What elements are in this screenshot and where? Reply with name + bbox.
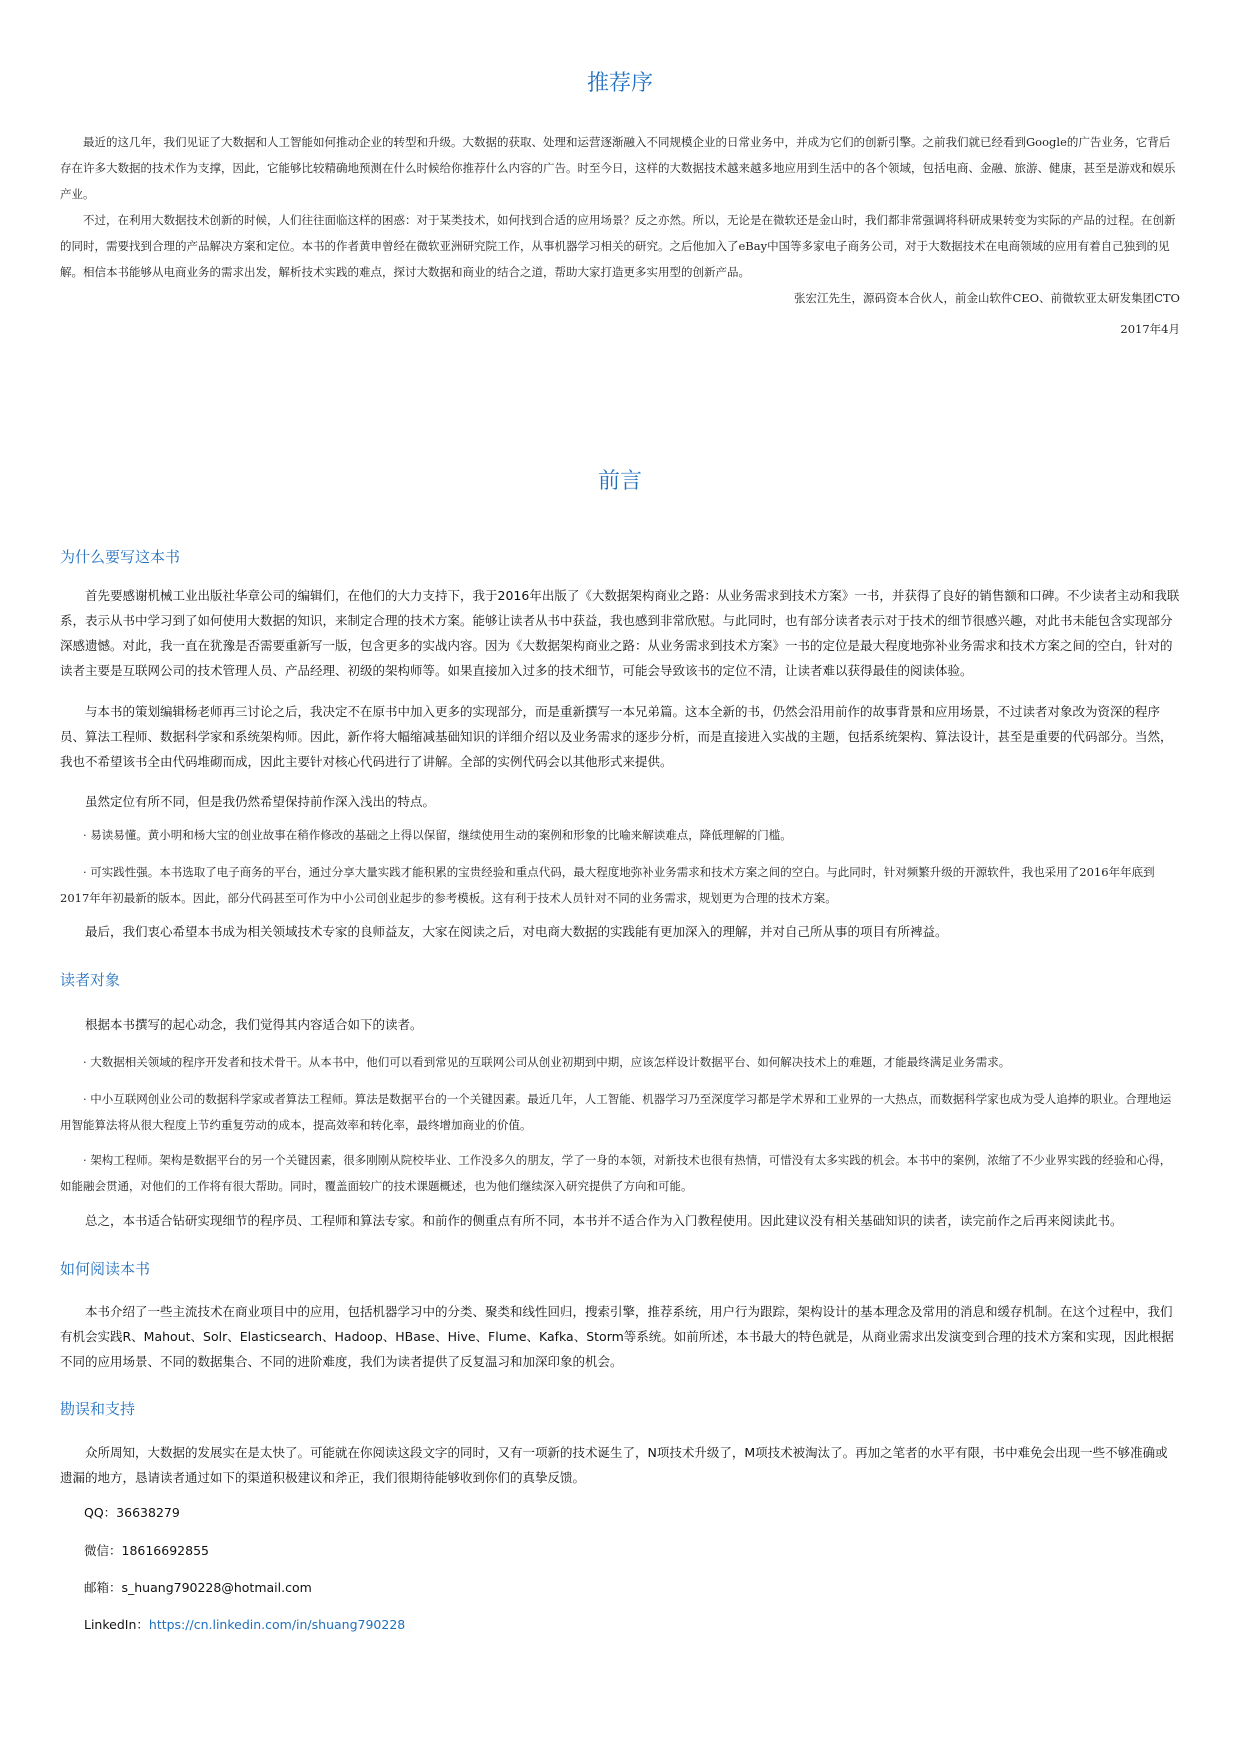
section-why-bullet-1: · 易读易懂。黄小明和杨大宝的创业故事在稍作修改的基础之上得以保留，继续使用生动的案例和形象的比喻来解读难点，降低理解的门槛。 [83, 828, 792, 842]
recommend-paragraph-1: 最近的这几年，我们见证了大数据和人工智能如何推动企业的转型和升级。大数据的获取、处理和运营逐渐融入不同规模企业的日常业务中，并成为它们的创新引擎。之前我们就已经看到Google的广告业务，它背后存在许多大数据的技术作为支撑，因此，它能够比较精确地预测在什么时候给你推荐什么内容的广告。时至今日，这样的大数据技术越来越多地应用到生活中的各个领域，包括电商、金融、旅游、健康，甚至是游戏和娱乐产业。 [60, 135, 1176, 201]
section-why-bullet-2: · 可实践性强。本书选取了电子商务的平台，通过分享大量实践才能积累的宝贵经验和重点代码，最大程度地弥补业务需求和技术方案之间的空白。与此同时，针对频繁升级的开源软件，我也采用了2016年年底到2017年年初最新的版本。因此，部分代码甚至可作为中小公司创业起步的参考模板。这有利于技术人员针对不同的业务需求，规划更为合理的技术方案。 [60, 865, 1155, 905]
section-readers-bullet-1: · 大数据相关领域的程序开发者和技术骨干。从本书中，他们可以看到常见的互联网公司从创业初期到中期，应该怎样设计数据平台、如何解决技术上的难题，才能最终满足业务需求。 [83, 1055, 1011, 1069]
section-readers-bullet-3: · 架构工程师。架构是数据平台的另一个关键因素，很多刚刚从院校毕业、工作没多久的朋友，学了一身的本领，对新技术也很有热情，可惜没有太多实践的机会。本书中的案例，浓缩了不少业界实践的经验和心得，如能融会贯通，对他们的工作将有很大帮助。同时，覆盖面较广的技术课题概述，也为他们继续深入研究提供了方向和可能。 [60, 1153, 1172, 1193]
linkedin-link[interactable]: https://cn.linkedin.com/in/shuang790228 [148, 1617, 406, 1632]
section-why-paragraph-1: 首先要感谢机械工业出版社华章公司的编辑们，在他们的大力支持下，我于2016年出版了《大数据架构商业之路：从业务需求到技术方案》一书，并获得了良好的销售额和口碑。不少读者主动和我联系，表示从书中学习到了如何使用大数据的知识，来制定合理的技术方案。能够让读者从书中获益，我也感到非常欣慰。与此同时，也有部分读者表示对于技术的细节很感兴趣，对此书未能包含实现部分深感遗憾。对此，我一直在犹豫是否需要重新写一版，包含更多的实战内容。因为《大数据架构商业之路：从业务需求到技术方案》一书的定位是最大程度地弥补业务需求和技术方案之间的空白，针对的读者主要是互联网公司的技术管理人员、产品经理、初级的架构师等。如果直接加入过多的技术细节，可能会导致该书的定位不清，让读者难以获得最佳的阅读体验。 [60, 588, 1180, 678]
section-why-paragraph-2: 与本书的策划编辑杨老师再三讨论之后，我决定不在原书中加入更多的实现部分，而是重新撰写一本兄弟篇。这本全新的书，仍然会沿用前作的故事背景和应用场景，不过读者对象改为资深的程序员、算法工程师、数据科学家和系统架构师。因此，新作将大幅缩减基础知识的详细介绍以及业务需求的逐步分析，而是直接进入实战的主题，包括系统架构、算法设计，甚至是重要的代码部分。当然，我也不希望该书全由代码堆砌而成，因此主要针对核心代码进行了讲解。全部的实例代码会以其他形式来提供。 [60, 704, 1173, 769]
section-readers-heading: 读者对象 [60, 971, 121, 989]
recommend-paragraph-2: 不过，在利用大数据技术创新的时候，人们往往面临这样的困惑：对于某类技术，如何找到合适的应用场景？反之亦然。所以，无论是在微软还是金山时，我们都非常强调将科研成果转变为实际的产品的过程。在创新的同时，需要找到合理的产品解决方案和定位。本书的作者黄申曾经在微软亚洲研究院工作，从事机器学习相关的研究。之后他加入了eBay中国等多家电子商务公司，对于大数据技术在电商领域的应用有着自己独到的见解。相信本书能够从电商业务的需求出发，解析技术实践的难点，探讨大数据和商业的结合之道，帮助大家打造更多实用型的创新产品。 [60, 213, 1176, 279]
section-why-heading: 为什么要写这本书 [60, 548, 181, 566]
section-why-paragraph-4: 最后，我们衷心希望本书成为相关领域技术专家的良师益友，大家在阅读之后，对电商大数据的实践能有更加深入的理解，并对自己所从事的项目有所裨益。 [85, 924, 948, 939]
recommend-date: 2017年4月 [1120, 322, 1180, 336]
section-howto-heading: 如何阅读本书 [60, 1260, 151, 1278]
preface-title: 前言 [597, 469, 642, 494]
section-errata-paragraph-1: 众所周知，大数据的发展实在是太快了。可能就在你阅读这段文字的同时，又有一项新的技术诞生了，N项技术升级了，M项技术被淘汰了。再加之笔者的水平有限，书中难免会出现一些不够准确或遗漏的地方，恳请读者通过如下的渠道积极建议和斧正，我们很期待能够收到你们的真挚反馈。 [60, 1445, 1168, 1485]
contact-linkedin [60, 1612, 1204, 1637]
contact-wechat: 微信：18616692855 [84, 1543, 209, 1558]
contact-qq: QQ：36638279 [84, 1505, 180, 1520]
section-readers-paragraph-1: 根据本书撰写的起心动念，我们觉得其内容适合如下的读者。 [85, 1017, 423, 1032]
section-readers-paragraph-2: 总之，本书适合钻研实现细节的程序员、工程师和算法专家。和前作的侧重点有所不同，本书并不适合作为入门教程使用。因此建议没有相关基础知识的读者，读完前作之后再来阅读此书。 [85, 1213, 1123, 1228]
section-why-paragraph-3: 虽然定位有所不同，但是我仍然希望保持前作深入浅出的特点。 [85, 794, 436, 809]
section-readers-bullet-2: · 中小互联网创业公司的数据科学家或者算法工程师。算法是数据平台的一个关键因素。最近几年，人工智能、机器学习乃至深度学习都是学术界和工业界的一大热点，而数据科学家也成为受人追捧的职业。合理地运用智能算法将从很大程度上节约重复劳动的成本，提高效率和转化率，最终增加商业的价值。 [60, 1092, 1172, 1132]
contact-email: 邮箱：s_huang790228@hotmail.com [84, 1580, 312, 1595]
section-howto-paragraph-1: 本书介绍了一些主流技术在商业项目中的应用，包括机器学习中的分类、聚类和线性回归，搜索引擎，推荐系统，用户行为跟踪，架构设计的基本理念及常用的消息和缓存机制。在这个过程中，我们有机会实践R、Mahout、Solr、Elasticsearch、Hadoop、HBase、Hive、Flume、Kafka、Storm等系统。如前所述，本书最大的特色就是，从商业需求出发演变到合理的技术方案和实现，因此根据不同的应用场景、不同的数据集合、不同的进阶难度，我们为读者提供了反复温习和加深印象的机会。 [60, 1304, 1174, 1369]
recommend-title: 推荐序 [586, 71, 653, 96]
section-errata-heading: 勘误和支持 [60, 1400, 136, 1418]
recommend-signature: 张宏江先生，源码资本合伙人，前金山软件CEO、前微软亚太研发集团CTO [793, 291, 1180, 305]
contact-linkedin-label: LinkedIn： [84, 1617, 149, 1632]
